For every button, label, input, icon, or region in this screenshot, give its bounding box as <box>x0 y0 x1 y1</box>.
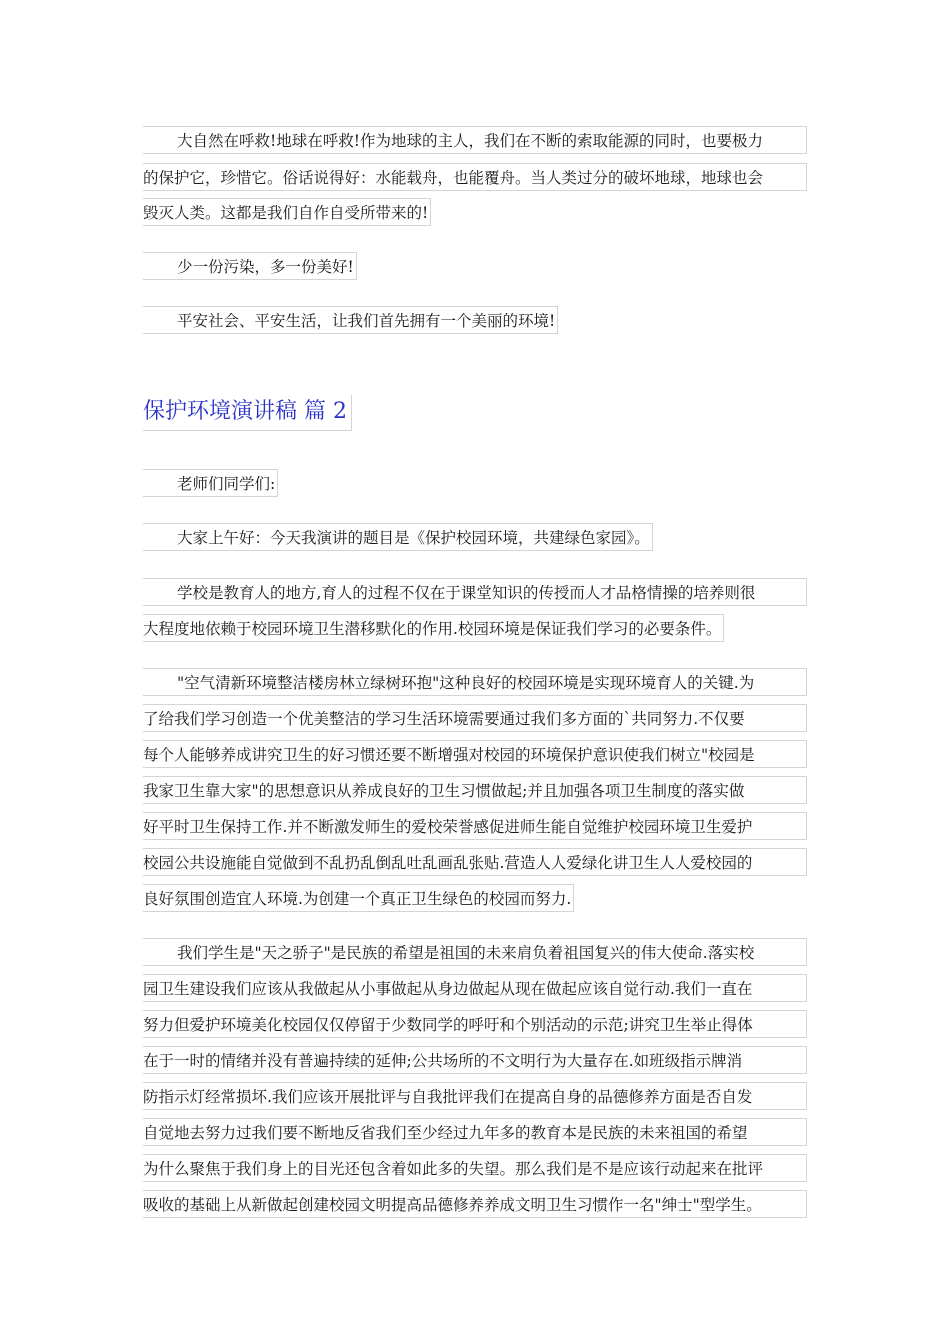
paragraph-line: 努力但爱护环境美化校园仅仅停留于少数同学的呼吁和个别活动的示范;讲究卫生举止得体 <box>143 1010 807 1038</box>
paragraph-line: 好平时卫生保持工作.并不断激发师生的爱校荣誉感促进师生能自觉维护校园环境卫生爱护 <box>143 812 807 840</box>
opening-line: 大家上午好：今天我演讲的题目是《保护校园环境，共建绿色家园》。 <box>143 523 653 551</box>
section-heading: 保护环境演讲稿 篇 2 <box>143 395 352 431</box>
paragraph-line: 吸收的基础上从新做起创建校园文明提高品德修养养成文明卫生习惯作一名"绅士"型学生。 <box>143 1190 807 1218</box>
paragraph-line: 我家卫生靠大家"的思想意识从养成良好的卫生习惯做起;并且加强各项卫生制度的落实做 <box>143 776 807 804</box>
paragraph-line: 园卫生建设我们应该从我做起从小事做起从身边做起从现在做起应该自觉行动.我们一直在 <box>143 974 807 1002</box>
paragraph-line: 为什么聚焦于我们身上的目光还包含着如此多的失望。那么我们是不是应该行动起来在批评 <box>143 1154 807 1182</box>
paragraph-line: 每个人能够养成讲究卫生的好习惯还要不断增强对校园的环境保护意识使我们树立"校园是 <box>143 740 807 768</box>
paragraph-line: 防指示灯经常损坏.我们应该开展批评与自我批评我们在提高自身的品德修养方面是否自发 <box>143 1082 807 1110</box>
paragraph-line: 了给我们学习创造一个优美整洁的学习生活环境需要通过我们多方面的`共同努力.不仅要 <box>143 704 807 732</box>
paragraph-line: "空气清新环境整洁楼房林立绿树环抱"这种良好的校园环境是实现环境育人的关键.为 <box>143 668 807 696</box>
paragraph-line: 大程度地依赖于校园环境卫生潜移默化的作用.校园环境是保证我们学习的必要条件。 <box>143 614 724 642</box>
paragraph-line: 平安社会、平安生活，让我们首先拥有一个美丽的环境! <box>143 306 558 334</box>
paragraph-line: 我们学生是"天之骄子"是民族的希望是祖国的未来肩负着祖国复兴的伟大使命.落实校 <box>143 938 807 966</box>
paragraph-line: 良好氛围创造宜人环境.为创建一个真正卫生绿色的校园而努力. <box>143 884 574 912</box>
paragraph-line: 的保护它，珍惜它。俗话说得好：水能载舟，也能覆舟。当人类过分的破坏地球，地球也会 <box>143 163 807 191</box>
paragraph-line: 大自然在呼救!地球在呼救!作为地球的主人，我们在不断的索取能源的同时，也要极力 <box>143 126 807 154</box>
greeting-line: 老师们同学们: <box>143 469 278 497</box>
paragraph-line: 校园公共设施能自觉做到不乱扔乱倒乱吐乱画乱张贴.营造人人爱绿化讲卫生人人爱校园的 <box>143 848 807 876</box>
paragraph-line: 学校是教育人的地方,育人的过程不仅在于课堂知识的传授而人才品格情操的培养则很 <box>143 578 807 606</box>
paragraph-line: 自觉地去努力过我们要不断地反省我们至少经过九年多的教育本是民族的未来祖国的希望 <box>143 1118 807 1146</box>
paragraph-line: 在于一时的情绪并没有普遍持续的延伸;公共场所的不文明行为大量存在.如班级指示牌消 <box>143 1046 807 1074</box>
paragraph-line: 毁灭人类。这都是我们自作自受所带来的! <box>143 198 431 226</box>
paragraph-line: 少一份污染，多一份美好! <box>143 252 357 280</box>
